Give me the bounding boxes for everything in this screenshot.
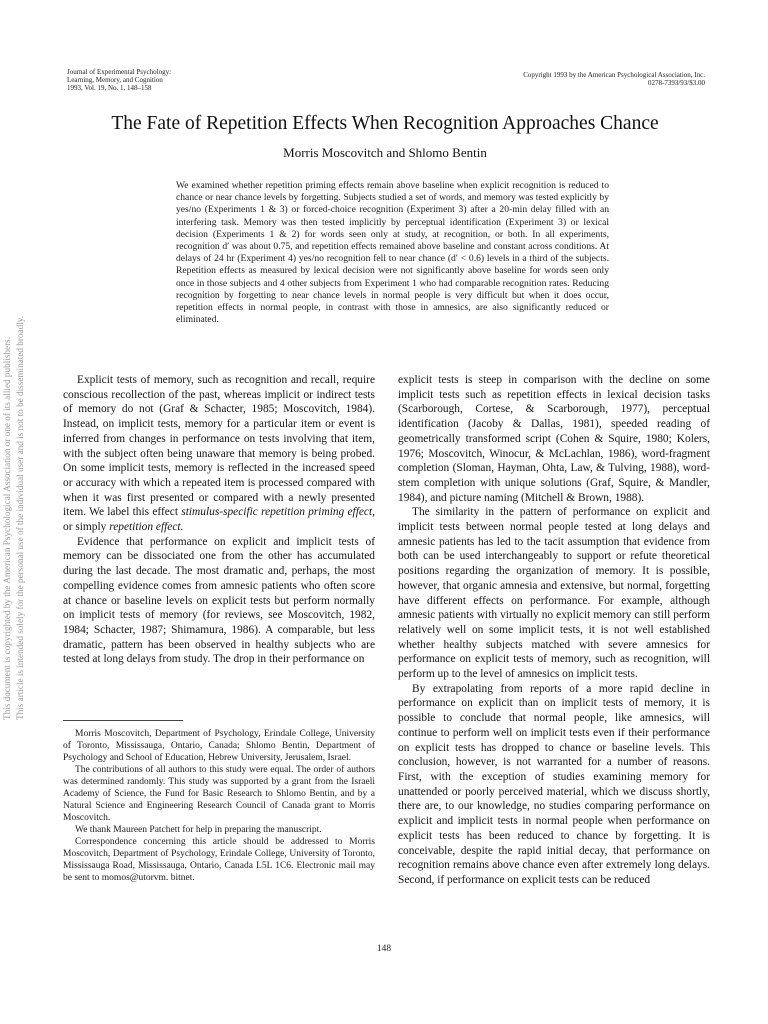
page-number: 148: [376, 944, 392, 954]
journal-line: Journal of Experimental Psychology:: [67, 68, 172, 76]
emphasis-term: stimulus-specific repetition priming effect,: [181, 506, 375, 519]
copyright-notice: [445, 71, 705, 87]
footnote-paragraph: Morris Moscovitch, Department of Psychology, Erindale College, University of Toronto, Mississauga, Ontario, Canada; Shlomo Bentin, Department of Psychology and School of Education, Hebrew University, Jerusalem, Israel.: [63, 729, 375, 763]
footnote-paragraph: We thank Maureen Patchett for help in preparing the manuscript.: [75, 825, 322, 835]
sidebar-line: This document is copyrighted by the American Psychological Association or one of its allied publishers.: [2, 337, 12, 720]
abstract: We examined whether repetition priming effects remain above baseline when explicit recognition is reduced to chance or near chance levels by forgetting. Subjects studied a set of words, and memory was tested explicitly by yes/no (Experiments 1 & 3) or forced-choice recognition (Experiment 3) after a 20-min delay filled with an interfering task. Memory was then tested implicitly by perceptual identification (Experiment 3) or lexical decision (Experiments 1 & 2) for words seen only at study, at recognition, or both. In all experiments, recognition d′ was about 0.75, and repetition effects remained above baseline and constant across conditions. At delays of 24 hr (Experiment 4) yes/no recognition fell to near chance (d′ < 0.6) levels in a third of the subjects. Repetition effects as measured by lexical decision were not significantly above baseline for words seen only once in those subjects and 4 other subjects from Experiment 1 who had comparable recognition rates. Reducing recognition by forgetting to near chance levels in normal people is very difficult but when it does occur, repetition effects in normal people, in contrast with those in amnesics, are also significantly reduced or eliminated.: [176, 180, 609, 326]
sidebar-line: This article is intended solely for the personal use of the individual user and is not to be disseminated broadly.: [15, 315, 25, 720]
emphasis-term: repetition effect.: [109, 521, 184, 534]
copyright-sidebar: [2, 300, 42, 720]
body-paragraph: By extrapolating from reports of a more rapid decline in performance on explicit than on implicit tests of memory, it is possible to conclude that normal people, like amnesics, will continue to perform well on implicit tests even if their performance on explicit tests has dropped to chance or baseline levels. This conclusion, however, is not warranted for a number of reasons. First, with the exception of studies examining memory for unattended or poorly perceived material, which we discuss shortly, there are, to our knowledge, no studies comparing performance on explicit and implicit tests in normal people when performance on explicit tests has been reduced to chance by forgetting. It is conceivable, despite the rapid initial decay, that performance on recognition remains above chance even after extremely long delays. Second, if performance on explicit tests can be reduced: [398, 682, 710, 886]
journal-citation: [67, 68, 287, 93]
copyright-line: Copyright 1993 by the American Psychological Association, Inc.: [523, 71, 705, 79]
body-column-right: [398, 373, 710, 888]
body-paragraph: Evidence that performance on explicit and implicit tests of memory can be dissociated one from the other has accumulated during the last decade. The most dramatic and, perhaps, the most compelling evidence comes from amnesic patients who often score at chance or baseline levels on explicit tests but perform normally on implicit tests of memory (for reviews, see Moscovitch, 1982, 1984; Schacter, 1987; Shimamura, 1986). A comparable, but less dramatic, pattern has been observed in healthy subjects who are tested at long delays from study. The drop in their performance on: [63, 535, 375, 666]
article-authors: Morris Moscovitch and Shlomo Bentin: [283, 145, 487, 160]
body-paragraph: The similarity in the pattern of performance on explicit and implicit tests between normal people tested at long delays and amnesic patients has led to the tacit assumption that evidence from both can be used interchangeably to support or refute theoretical positions regarding the organization of memory. It is possible, however, that organic amnesia and extensive, but normal, forgetting have different effects on performance. For example, although amnesic patients with virtually no explicit memory can still perform relatively well on some implicit tests, it is not well established whether healthy subjects matched with severe amnesics for performance on explicit tests of memory, such as recognition, will perform up to the level of amnesics on implicit tests.: [398, 506, 710, 681]
journal-line: 1993, Vol. 19, No. 1, 148–158: [67, 84, 152, 93]
body-text: Explicit tests of memory, such as recognition and recall, require conscious recollection of the past, whereas implicit or indirect tests of memory do not (Graf & Schacter, 1985; Moscovitch, 1984). Instead, on implicit tests, memory for a particular item or event is inferred from changes in performance on tests involving that item, with the subject often being unaware that memory is being probed. On some implicit tests, memory is reflected in the increased speed or accuracy with which a repeated item is processed compared with when it was first presented or compared with a newly presented item. We label this effect: [63, 374, 375, 519]
journal-line: Learning, Memory, and Cognition: [67, 76, 163, 85]
article-title: The Fate of Repetition Effects When Recognition Approaches Chance: [111, 113, 659, 134]
body-column-left: [63, 373, 375, 667]
footnote-divider: [63, 720, 183, 721]
body-paragraph: [63, 373, 375, 535]
author-footnotes: [63, 728, 375, 884]
body-paragraph: explicit tests is steep in comparison with the decline on some implicit tests such as repetition effects in lexical decision tasks (Scarborough, Cortese, & Scarborough, 1977), perceptual identification (Jacoby & Dallas, 1981), speeded reading of geometrically transformed script (Cohen & Squire, 1980; Kolers, 1976; Moscovitch, Winocur, & McLachlan, 1986), word-fragment completion (Sloman, Hayman, Ohta, Law, & Tulving, 1988), word-stem completion with unique solutions (Graf, Squire, & Mandler, 1984), and picture naming (Mitchell & Brown, 1988).: [398, 374, 710, 504]
footnote-paragraph: Correspondence concerning this article should be addressed to Morris Moscovitch, Department of Psychology, Erindale College, University of Toronto, Mississauga Road, Mississauga, Ontario, Canada L5L 1C6. Electronic mail may be sent to momos@utorvm. bitnet.: [63, 837, 375, 883]
body-text: or simply: [63, 521, 110, 534]
copyright-line: 0278-7393/93/$3.00: [648, 79, 705, 88]
footnote-paragraph: The contributions of all authors to this study were equal. The order of authors was determined randomly. This study was supported by a grant from the Israeli Academy of Science, the Fund for Basic Research to Shlomo Bentin, and by a Natural Science and Engineering Research Council of Canada grant to Morris Moscovitch.: [63, 765, 375, 823]
